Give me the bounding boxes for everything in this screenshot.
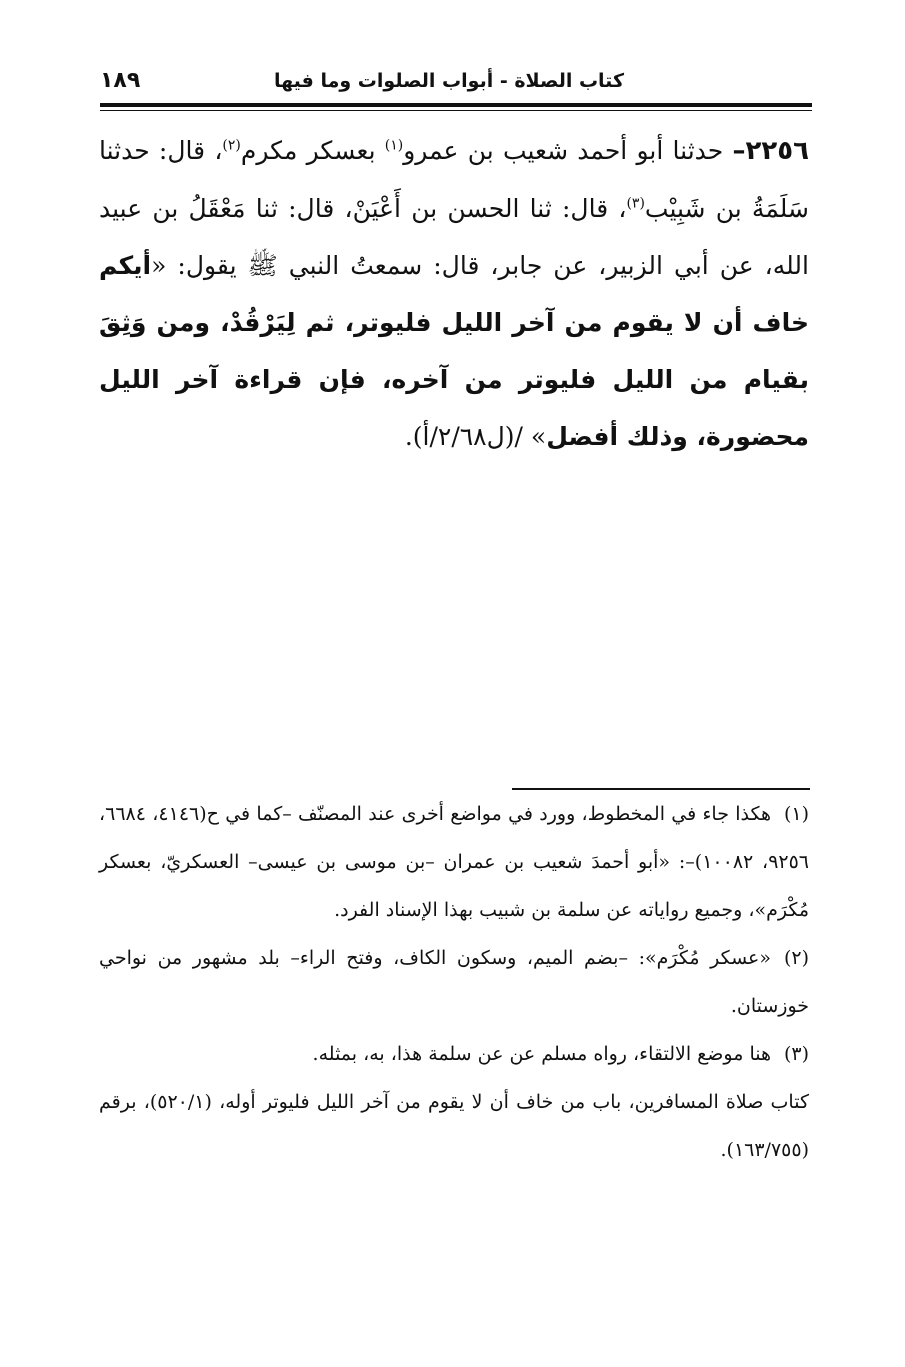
manuscript-reference: /(ل٢/٦٨/أ). <box>404 422 531 451</box>
footnote-3-text: هنا موضع الالتقاء، رواه مسلم عن عن سلمة هذا، به، بمثله. <box>312 1043 771 1065</box>
footnote-2-text: «عسكر مُكْرَم»: –بضم الميم، وسكون الكاف، وفتح الراء– بلد مشهور من نواحي خوزستان. <box>99 947 809 1017</box>
hadith-number: ٢٢٥٦– <box>732 136 809 166</box>
header-rule-thick <box>100 103 812 107</box>
header-rule-thin <box>100 110 812 111</box>
footnote-3 <box>99 1030 809 1078</box>
footnote-3-continuation: كتاب صلاة المسافرين، باب من خاف أن لا يقوم من آخر الليل فليوتر أوله، (٥٢٠/١)، برقم (١٦٣/٧٥٥). <box>99 1091 809 1161</box>
running-header <box>100 68 812 102</box>
footnote-ref-3[interactable]: (٣) <box>626 195 645 212</box>
quote-close: » <box>530 422 547 451</box>
footnote-2-number: (٢) <box>783 947 809 969</box>
chain-text-1b: بعسكر مكرم <box>240 136 385 165</box>
footnote-1 <box>99 790 809 934</box>
chain-text-1: حدثنا أبو أحمد شعيب بن عمرو <box>403 136 733 165</box>
page-number: ١٨٩ <box>100 68 141 93</box>
hadith-matn: أيكم خاف أن لا يقوم من آخر الليل فليوتر، ثم لِيَرْقُدْ، ومن وَثِقَ بقيام من الليل فليوتر من آخره، فإن قراءة آخر الليل محضورة، وذلك أفضل <box>99 251 809 451</box>
footnotes <box>99 790 809 1174</box>
chain-text-2b: ، قال: ثنا الحسن بن أَعْيَنْ، قال: ثنا مَعْقَلُ بن عبيد الله، عن أبي الزبير، عن جابر، قال: سمعتُ النبي ﷺ يقول: <box>99 194 809 280</box>
footnote-2 <box>99 934 809 1030</box>
hadith-body <box>99 122 809 465</box>
footnote-ref-1[interactable]: (١) <box>384 137 404 154</box>
footnote-1-text: هكذا جاء في المخطوط، وورد في مواضع أخرى عند المصنّف –كما في ح(٤١٤٦، ٦٦٨٤، ٩٢٥٦، ١٠٠٨٢)–: «أبو أحمدَ شعيب بن عمران –بن موسى بن عيسى– العسكريّ، بعسكر مُكْرَم»، وجميع رواياته عن سلمة بن شبيب بهذا الإسناد الفرد. <box>99 803 810 921</box>
footnote-3-number: (٣) <box>783 1043 809 1065</box>
footnote-1-number: (١) <box>783 803 810 825</box>
chain-text-2: قال: حدثنا سَلَمَةُ بن شَبِيْب <box>99 136 810 223</box>
footnote-ref-2[interactable]: (٢) <box>222 137 241 154</box>
header-title: كتاب الصلاة - أبواب الصلوات وما فيها <box>273 70 624 92</box>
chain-text-1c: ، <box>214 136 223 165</box>
hadith-paragraph <box>99 122 809 465</box>
quote-open: « <box>151 251 167 280</box>
